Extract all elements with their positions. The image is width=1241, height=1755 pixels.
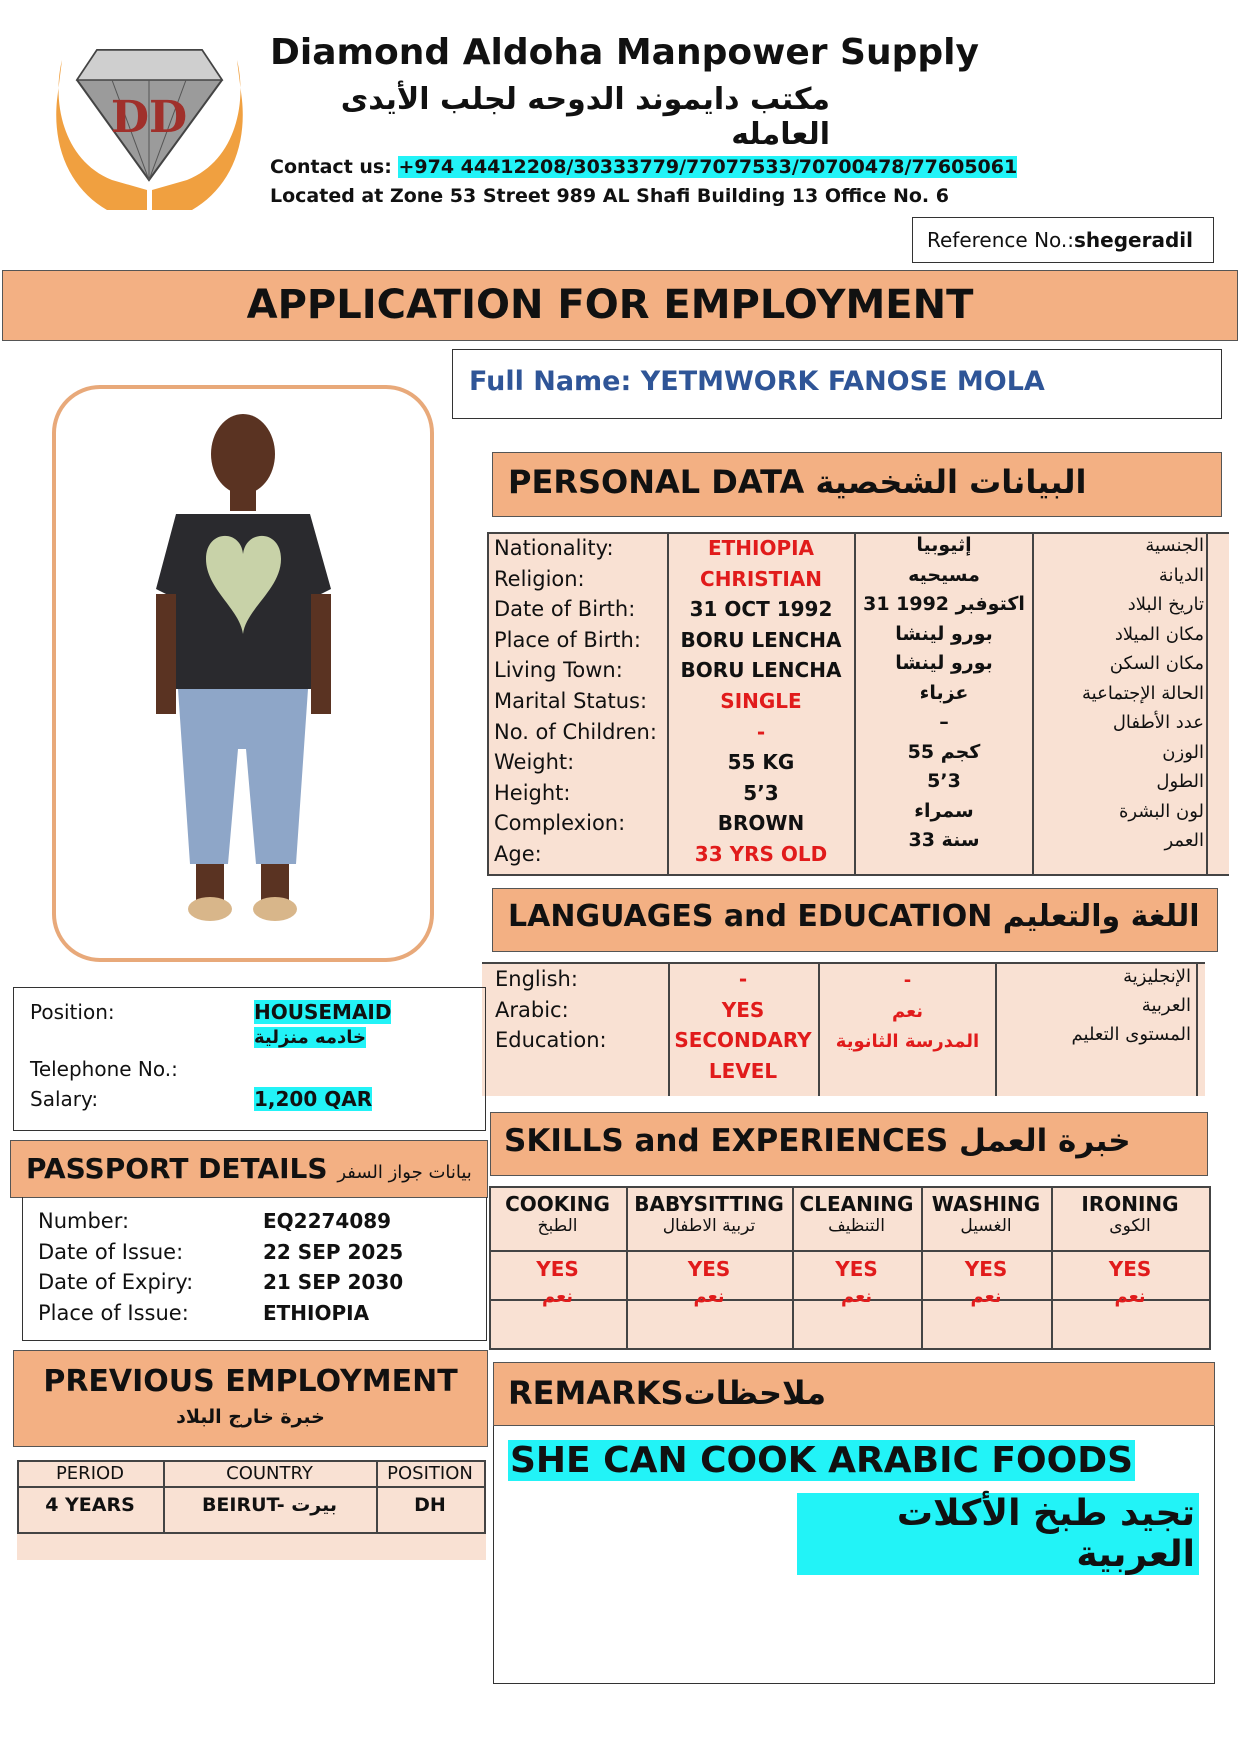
label-pob: Place of Birth:	[494, 627, 641, 652]
value-pob: BORU LENCHA	[680, 627, 842, 652]
value-complexion: BROWN	[717, 811, 805, 836]
label-height: Height:	[494, 780, 571, 805]
lang-label-ar-english: الإنجليزية	[1123, 966, 1191, 987]
remarks-title	[508, 1374, 826, 1412]
label-ar-marital: الحالة الإجتماعية	[1082, 682, 1204, 704]
lang-label-ar-education: المستوى التعليم	[1071, 1024, 1191, 1045]
lang-value-ar-english: -	[903, 970, 912, 991]
skill-washing	[921, 1192, 1051, 1307]
lang-value-ar-arabic: نعم	[891, 1000, 924, 1022]
value-ar-age: 33 سنة	[908, 829, 980, 851]
position-value: HOUSEMAID	[254, 1000, 392, 1024]
passport-title	[26, 1152, 472, 1185]
lang-value-education-2: LEVEL	[708, 1058, 778, 1083]
value-ar-height: 5’3	[927, 770, 961, 792]
reference-box	[912, 217, 1214, 263]
passport-label-number: Number:	[38, 1209, 130, 1233]
lang-label-education: Education:	[495, 1028, 607, 1052]
value-ar-religion: مسيحيه	[908, 563, 980, 586]
prev-header-position: POSITION	[387, 1463, 473, 1484]
value-ar-living: بورو لينشا	[895, 652, 993, 674]
languages-labels-ar	[997, 962, 1191, 1049]
contact-label: Contact us:	[270, 156, 392, 178]
applicant-photo	[56, 389, 430, 958]
skill-washing-name: WASHING	[931, 1192, 1041, 1216]
languages-title-en: LANGUAGES and EDUCATION	[508, 899, 993, 934]
lang-value-arabic: YES	[721, 997, 765, 1022]
personal-data-title	[508, 463, 1086, 501]
lang-label-ar-arabic: العربية	[1141, 995, 1191, 1016]
salary-value: 1,200 QAR	[254, 1087, 373, 1111]
page-title: APPLICATION FOR EMPLOYMENT	[246, 282, 974, 328]
label-children: No. of Children:	[494, 719, 657, 744]
skills-title	[504, 1123, 1131, 1159]
passport-value-number: EQ2274089	[263, 1209, 392, 1233]
label-ar-children: عدد الأطفال	[1112, 712, 1204, 733]
passport-labels	[38, 1206, 193, 1328]
skill-ironing-value-ar: نعم	[1114, 1286, 1146, 1307]
skills-title-ar: خبرة العمل	[959, 1123, 1131, 1159]
value-ar-dob: 31 1992 اكتوفبر	[863, 593, 1025, 615]
skill-cooking	[489, 1192, 626, 1307]
value-age: 33 YRS OLD	[694, 841, 828, 866]
skill-babysitting	[626, 1192, 792, 1307]
skill-washing-value-ar: نعم	[970, 1286, 1002, 1307]
full-name: YETMWORK FANOSE MOLA	[640, 366, 1045, 397]
passport-title-en: PASSPORT DETAILS	[26, 1152, 328, 1185]
value-ar-pob: بورو لينشا	[895, 622, 993, 645]
label-ar-religion: الديانة	[1158, 564, 1204, 586]
value-dob: 31 OCT 1992	[689, 597, 833, 622]
prev-employment-title: PREVIOUS EMPLOYMENT	[43, 1364, 458, 1399]
lang-label-arabic: Arabic:	[495, 997, 569, 1022]
personal-labels	[494, 533, 657, 870]
value-ar-marital: عزباء	[919, 681, 969, 704]
skill-cleaning-name: CLEANING	[799, 1192, 914, 1216]
languages-values	[668, 964, 818, 1086]
label-living-town: Living Town:	[494, 658, 623, 683]
label-nationality: Nationality:	[494, 536, 614, 560]
logo-letters: DD	[110, 92, 188, 143]
label-ar-nationality: الجنسية	[1145, 535, 1204, 556]
personal-values	[668, 533, 854, 870]
value-ar-complexion: سمراء	[914, 799, 974, 822]
value-ar-nationality: إثيوبيا	[916, 534, 972, 556]
full-name-box	[452, 349, 1222, 419]
skill-babysitting-name-ar: تربية الاطفال	[662, 1216, 756, 1236]
label-ar-dob: تاريخ البلاد	[1127, 594, 1204, 615]
lang-label-english: English:	[495, 967, 578, 991]
skill-cleaning-name-ar: التنظيف	[828, 1216, 885, 1236]
value-living-town: BORU LENCHA	[680, 658, 842, 683]
label-ar-height: الطول	[1156, 771, 1204, 792]
lang-value-ar-education: المدرسة الثانوية	[835, 1031, 980, 1052]
languages-values-ar	[819, 966, 996, 1058]
languages-title	[508, 899, 1200, 934]
value-height: 5’3	[743, 780, 779, 805]
remarks-title-en: REMARKS	[508, 1374, 684, 1412]
telephone-label: Telephone No.:	[30, 1057, 178, 1081]
label-ar-age: العمر	[1164, 830, 1204, 851]
label-ar-complexion: لون البشرة	[1118, 800, 1204, 822]
salary-label: Salary:	[30, 1087, 99, 1111]
prev-header-country: COUNTRY	[226, 1463, 313, 1484]
prev-header-period: PERIOD	[55, 1463, 125, 1484]
skill-cleaning-value: YES	[835, 1257, 878, 1281]
label-ar-pob: مكان الميلاد	[1114, 623, 1204, 645]
skill-babysitting-value: YES	[687, 1257, 731, 1281]
value-ar-children: –	[939, 711, 949, 733]
skill-cleaning	[792, 1192, 921, 1307]
prev-employment-title-ar: خبرة خارج البلاد	[176, 1406, 325, 1428]
skill-ironing	[1051, 1192, 1209, 1307]
languages-title-ar: اللغة والتعليم	[1002, 899, 1200, 934]
photo-frame	[52, 385, 434, 962]
label-weight: Weight:	[494, 750, 575, 775]
address: Located at Zone 53 Street 989 AL Shafi Building 13 Office No. 6	[270, 185, 949, 207]
label-dob: Date of Birth:	[494, 597, 636, 622]
passport-values	[263, 1206, 403, 1328]
full-name-label: Full Name:	[469, 366, 632, 397]
passport-label-issue: Date of Issue:	[38, 1239, 184, 1264]
contact-line	[270, 156, 1017, 178]
skill-ironing-name: IRONING	[1081, 1192, 1179, 1216]
languages-labels	[495, 964, 607, 1056]
skill-ironing-value: YES	[1108, 1257, 1152, 1281]
skill-cooking-name-ar: الطبخ	[537, 1216, 578, 1236]
personal-values-ar	[855, 531, 1033, 856]
skill-cooking-value: YES	[536, 1257, 579, 1281]
skill-washing-value: YES	[964, 1257, 1008, 1281]
skill-cooking-value-ar: نعم	[541, 1286, 574, 1307]
passport-label-place: Place of Issue:	[38, 1300, 189, 1325]
passport-value-issue: 22 SEP 2025	[263, 1239, 404, 1264]
label-marital: Marital Status:	[494, 688, 648, 713]
skill-babysitting-value-ar: نعم	[693, 1286, 725, 1307]
personal-data-title-en: PERSONAL DATA	[508, 463, 805, 501]
value-religion: CHRISTIAN	[700, 566, 822, 591]
personal-data-title-ar: البيانات الشخصية	[815, 463, 1087, 501]
skill-babysitting-name: BABYSITTING	[634, 1192, 784, 1216]
passport-title-ar: بيانات جواز السفر	[337, 1162, 472, 1183]
company-logo	[52, 40, 247, 212]
remarks-line-1: SHE CAN COOK ARABIC FOODS	[510, 1440, 1134, 1481]
skill-cleaning-value-ar: نعم	[840, 1286, 873, 1307]
remarks-line-2: تجيد طبخ الأكلات العربية	[797, 1493, 1199, 1575]
value-weight: 55 KG	[727, 750, 795, 775]
skills-title-en: SKILLS and EXPERIENCES	[504, 1123, 949, 1159]
reference-label: Reference No.:	[927, 228, 1075, 252]
value-ar-weight: 55 كجم	[907, 740, 981, 763]
value-marital: SINGLE	[720, 688, 802, 713]
value-nationality: ETHIOPIA	[707, 536, 815, 560]
prev-row-country: BEIRUT- بيرت	[201, 1494, 338, 1516]
remarks-title-ar: ملاحظات	[683, 1374, 827, 1412]
position-value-ar: خادمه منزلية	[254, 1027, 367, 1048]
position-label: Position:	[30, 1000, 115, 1024]
skill-washing-name-ar: الغسيل	[960, 1216, 1012, 1236]
prev-row-position: DH	[414, 1494, 446, 1516]
lang-value-english: -	[738, 967, 748, 991]
lang-value-education: SECONDARY	[674, 1028, 812, 1052]
value-children: -	[756, 719, 766, 744]
company-name: Diamond Aldoha Manpower Supply	[270, 32, 979, 73]
passport-value-expiry: 21 SEP 2030	[263, 1270, 404, 1294]
label-age: Age:	[494, 841, 542, 866]
label-complexion: Complexion:	[494, 811, 626, 836]
prev-row-period: 4 YEARS	[45, 1494, 135, 1516]
label-ar-weight: الوزن	[1162, 741, 1204, 763]
skill-cooking-name: COOKING	[505, 1192, 610, 1216]
label-religion: Religion:	[494, 566, 585, 591]
company-name-ar: مكتب دايموند الدوحه لجلب الأيدى العامله	[340, 82, 830, 152]
skill-ironing-name-ar: الكوى	[1109, 1216, 1151, 1236]
passport-label-expiry: Date of Expiry:	[38, 1270, 194, 1294]
passport-value-place: ETHIOPIA	[263, 1300, 370, 1325]
personal-labels-ar	[1034, 531, 1204, 856]
contact-numbers: +974 44412208/30333779/77077533/70700478/77605061	[398, 156, 1018, 178]
label-ar-living: مكان السكن	[1109, 653, 1204, 674]
reference-value: shegeradil	[1074, 228, 1193, 252]
